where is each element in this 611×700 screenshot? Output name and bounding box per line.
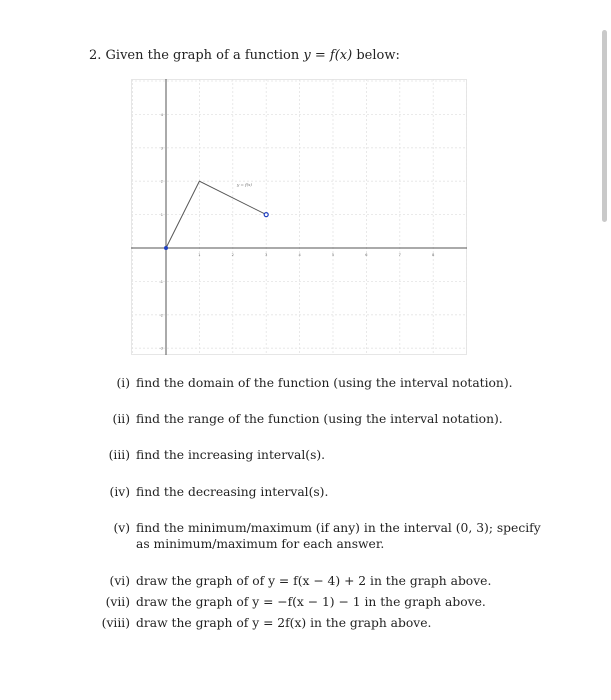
question-number: (vii): [105, 595, 130, 609]
y-tick-label: 1: [160, 213, 163, 218]
problem-intro-end: below:: [356, 48, 400, 63]
graph-svg: [131, 79, 467, 355]
y-tick-label: -1: [159, 279, 163, 284]
closed-endpoint: [164, 246, 168, 250]
question-number: (vi): [109, 574, 130, 588]
question-number: (iii): [108, 448, 130, 462]
scrollbar-thumb[interactable]: [602, 30, 607, 222]
question-text-continued: as minimum/maximum for each answer.: [136, 537, 385, 551]
x-tick-label: 6: [365, 253, 368, 257]
x-tick-label: 8: [432, 253, 435, 257]
problem-statement: [89, 48, 400, 63]
question-text: find the decreasing interval(s).: [136, 485, 329, 499]
problem-intro: Given the graph of a function: [105, 48, 300, 63]
y-tick-label: 2: [160, 179, 163, 184]
question-text: draw the graph of of y = f(x − 4) + 2 in the graph above.: [136, 574, 492, 588]
question-text: find the minimum/maximum (if any) in the interval (0, 3); specify: [136, 521, 541, 535]
open-endpoint: [264, 213, 268, 217]
y-tick-label: 4: [160, 112, 163, 117]
function-graph: [131, 79, 467, 355]
x-tick-label: 5: [331, 253, 335, 257]
y-tick-label: 3: [160, 146, 163, 151]
question-number: (v): [113, 521, 130, 535]
question-number: (viii): [101, 616, 130, 630]
y-tick-label: -2: [159, 313, 163, 318]
problem-number: 2.: [89, 48, 102, 63]
x-tick-label: 1: [198, 253, 201, 257]
question-number: (ii): [112, 412, 130, 426]
question-text: draw the graph of y = 2f(x) in the graph above.: [136, 616, 432, 630]
question-text: find the increasing interval(s).: [136, 448, 326, 462]
curve-label: y = f(x): [236, 182, 252, 188]
y-tick-label: -3: [159, 346, 163, 351]
function-expression: y = f(x): [303, 48, 353, 63]
question-text: find the range of the function (using the interval notation).: [136, 412, 503, 426]
question-number: (i): [116, 376, 130, 390]
x-tick-label: 4: [298, 253, 301, 257]
question-text: draw the graph of y = −f(x − 1) − 1 in the graph above.: [136, 595, 486, 609]
question-text: find the domain of the function (using the interval notation).: [136, 376, 513, 390]
x-tick-label: 3: [265, 253, 268, 257]
x-tick-label: 7: [398, 253, 401, 257]
question-number: (iv): [109, 485, 130, 499]
x-tick-label: 2: [231, 253, 234, 257]
